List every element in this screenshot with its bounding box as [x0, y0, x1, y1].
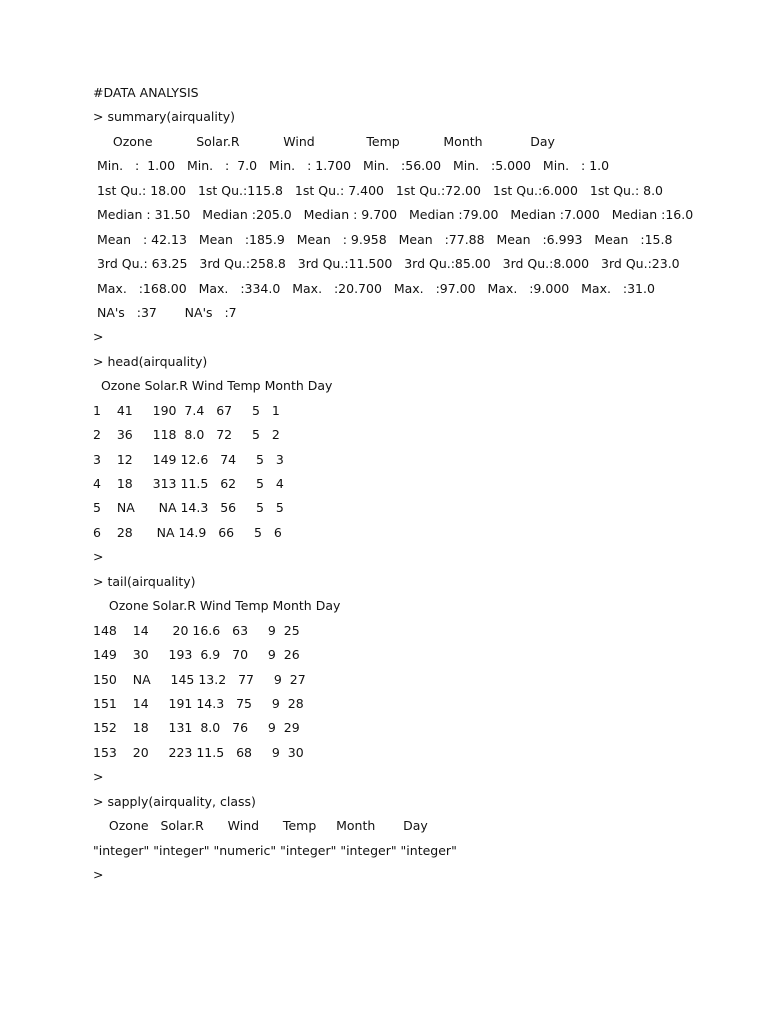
prompt-line: >	[93, 329, 104, 345]
summary-min-line: Min. : 1.00 Min. : 7.0 Min. : 1.700 Min. :56.00 Min. :5.000 Min. : 1.0	[93, 158, 610, 174]
summary-mean-line: Mean : 42.13 Mean :185.9 Mean : 9.958 Mean :77.88 Mean :6.993 Mean :15.8	[93, 231, 673, 247]
command-line: > sapply(airquality, class)	[93, 793, 256, 809]
head-row-line: 6 28 NA 14.9 66 5 6	[93, 524, 282, 540]
head-header-line: Ozone Solar.R Wind Temp Month Day	[93, 378, 333, 394]
command-line: > tail(airquality)	[93, 573, 196, 589]
head-row-line: 5 NA NA 14.3 56 5 5	[93, 500, 284, 516]
sapply-values-line: "integer" "integer" "numeric" "integer" "integer" "integer"	[93, 842, 457, 858]
tail-row-line: 151 14 191 14.3 75 9 28	[93, 695, 304, 711]
tail-row-line: 150 NA 145 13.2 77 9 27	[93, 671, 306, 687]
prompt-line: >	[93, 867, 104, 882]
head-row-line: 3 12 149 12.6 74 5 3	[93, 451, 284, 467]
summary-header-line: Ozone Solar.R Wind Temp Month Day	[93, 133, 555, 149]
summary-na-line: NA's :37 NA's :7	[93, 304, 237, 320]
command-line: > head(airquality)	[93, 353, 208, 369]
summary-q1-line: 1st Qu.: 18.00 1st Qu.:115.8 1st Qu.: 7.400 1st Qu.:72.00 1st Qu.:6.000 1st Qu.: 8.0	[93, 182, 664, 198]
tail-row-line: 152 18 131 8.0 76 9 29	[93, 720, 300, 736]
sapply-header-line: Ozone Solar.R Wind Temp Month Day	[93, 818, 428, 834]
tail-row-line: 153 20 223 11.5 68 9 30	[93, 744, 304, 760]
summary-q3-line: 3rd Qu.: 63.25 3rd Qu.:258.8 3rd Qu.:11.500 3rd Qu.:85.00 3rd Qu.:8.000 3rd Qu.:23.0	[93, 256, 680, 272]
tail-header-line: Ozone Solar.R Wind Temp Month Day	[93, 598, 341, 614]
head-row-line: 2 36 118 8.0 72 5 2	[93, 427, 280, 443]
prompt-line: >	[93, 769, 104, 785]
summary-max-line: Max. :168.00 Max. :334.0 Max. :20.700 Max. :97.00 Max. :9.000 Max. :31.0	[93, 280, 655, 296]
tail-row-line: 148 14 20 16.6 63 9 25	[93, 622, 300, 638]
tail-row-line: 149 30 193 6.9 70 9 26	[93, 647, 300, 663]
command-line: > summary(airquality)	[93, 109, 235, 125]
document-page	[93, 86, 728, 892]
summary-median-line: Median : 31.50 Median :205.0 Median : 9.700 Median :79.00 Median :7.000 Median :16.0	[93, 207, 694, 223]
heading-line: #DATA ANALYSIS	[93, 85, 199, 100]
prompt-line: >	[93, 549, 104, 565]
head-row-line: 1 41 190 7.4 67 5 1	[93, 402, 280, 418]
head-row-line: 4 18 313 11.5 62 5 4	[93, 476, 284, 491]
